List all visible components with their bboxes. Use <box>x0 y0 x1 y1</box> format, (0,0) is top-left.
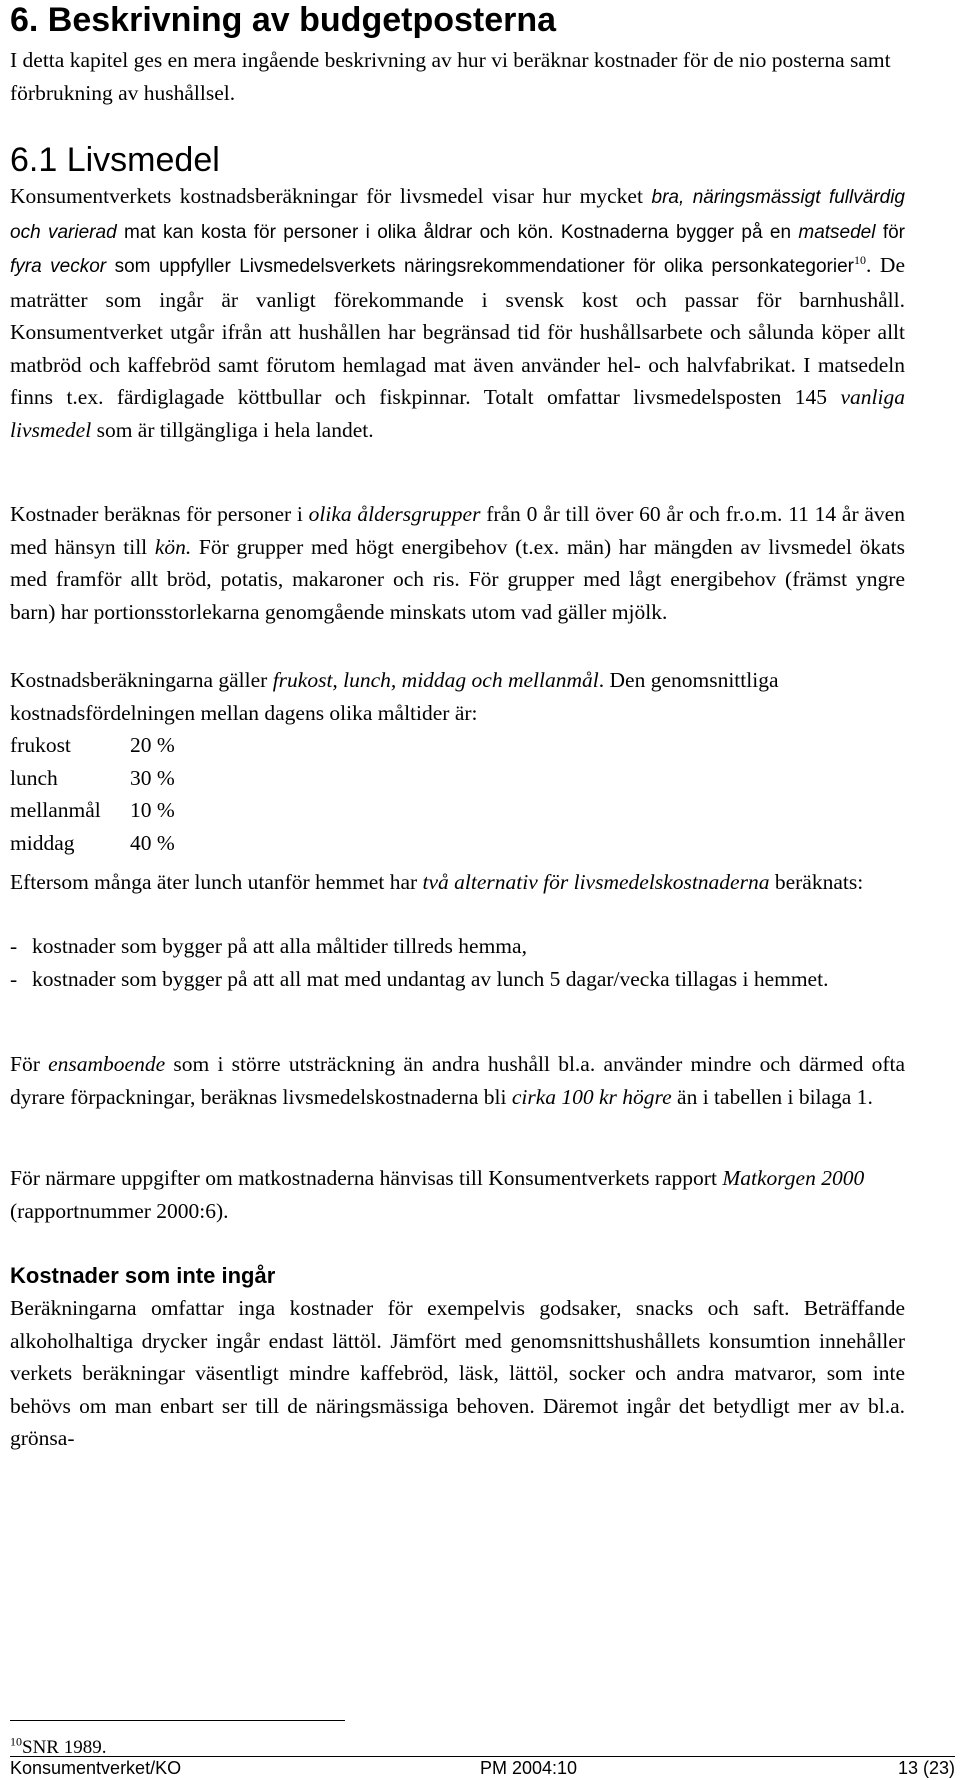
footnote-divider <box>10 1720 345 1721</box>
page-footer <box>10 1757 955 1779</box>
paragraph-livsmedel-1: Konsumentverkets kostnadsberäkningar för livsmedel visar hur mycket bra, näringsmässigt fullvärdig och varierad mat kan kosta för personer i olika åldrar och kön. Kostnaderna bygger på en matsedel för fyra veckor som uppfyller Livsmedelsverkets näringsrekommendationer för olika personkategorier$^{10}$. De maträtter som ingår är vanligt förekommande i svensk kost och passar för barnhushåll. Konsumentverket utgår ifrån att hushållen har begränsad tid för hushållsarbete och sålunda köper allt matbröd och kaffebröd samt förutom hemlagad mat även använder hel- och halvfabrikat. I matsedeln finns t.ex. färdiglagade köttbullar och fiskpinnar. Totalt omfattar livsmedelsposten 145 vanliga livsmedel som är tillgängliga i hela landet. <box>10 184 906 442</box>
paragraph-excluded-costs: Beräkningarna omfattar inga kostnader för exempelvis godsaker, snacks och saft. Beträffande alkoholhaltiga drycker ingår endast lättöl. Jämfört med genomsnittshushållets konsumtion innehåller verkets beräkningar väsentligt mindre kaffebröd, läsk, lättöl, socker och andra matvaror, som inte behövs om man enbart ser till de näringsmässiga behoven. Däremot ingår det betydligt mer av bl.a. grönsa- <box>10 1296 905 1450</box>
table-row: lunch 30 % <box>10 765 175 790</box>
footnote-ref: 10 <box>853 252 866 267</box>
paragraph-livsmedel-2: Kostnader beräknas för personer i olika åldersgrupper från 0 år till över 60 år och fr.o.m. 11 14 år även med hänsyn till kön. För grupper med högt energibehov (t.ex. män) har mängden av livsmedel ökats med framför allt bröd, potatis, makaroner och ris. För grupper med lågt energibehov (främst yngre barn) har portionsstorlekarna genomgående minskats utom vad gäller mjölk. <box>10 502 905 624</box>
section-heading: 6.1 Livsmedel <box>10 141 220 179</box>
footer-publisher: Konsumentverket/KO <box>10 1758 182 1778</box>
list-item: - kostnader som bygger på att all mat med undantag av lunch 5 dagar/vecka tillagas i hemmet. <box>10 966 829 991</box>
footer-page-number: 13 (23) <box>897 1758 955 1778</box>
paragraph-livsmedel-5: För ensamboende som i större utsträckning än andra hushåll bl.a. använder mindre och därmed ofta dyrare förpackningar, beräknas livsmedelskostnaderna bli cirka 100 kr högre än i tabellen i bilaga 1. <box>10 1052 905 1109</box>
list-item: - kostnader som bygger på att alla måltider tillreds hemma, <box>10 934 527 958</box>
table-row: middag 40 % <box>10 830 175 855</box>
paragraph-livsmedel-6: För närmare uppgifter om matkostnaderna hänvisas till Konsumentverkets rapport Matkorgen 2000 (rapportnummer 2000:6). <box>10 1166 865 1223</box>
paragraph-livsmedel-3: Kostnadsberäkningarna gäller frukost, lunch, middag och mellanmål. Den genomsnittliga kostnadsfördelningen mellan dagens olika måltider är: <box>10 668 779 725</box>
chapter-heading: 6. Beskrivning av budgetposterna <box>10 1 557 39</box>
table-row: mellanmål 10 % <box>10 798 175 822</box>
footnote: $^{10}$SNR 1989. <box>10 1734 107 1758</box>
table-row: frukost 20 % <box>10 733 175 757</box>
footer-document-id: PM 2004:10 <box>480 1758 578 1778</box>
subheading-excluded-costs: Kostnader som inte ingår <box>10 1263 276 1288</box>
meal-cost-table <box>10 729 175 859</box>
paragraph-livsmedel-4: Eftersom många äter lunch utanför hemmet har två alternativ för livsmedelskostnaderna beräknats: <box>10 870 864 894</box>
intro-paragraph: I detta kapitel ges en mera ingående beskrivning av hur vi beräknar kostnader för de nio posterna samt förbrukning av hushållsel. <box>10 48 891 105</box>
alternatives-list <box>10 930 905 995</box>
